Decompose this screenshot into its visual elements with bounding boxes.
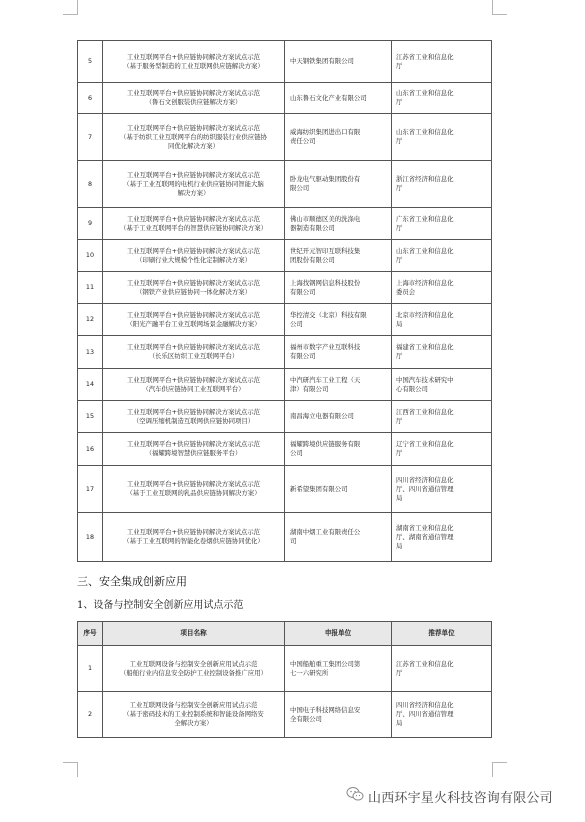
cell-recommender-line: 厅	[396, 137, 403, 145]
cell-project-line: 工业互联网平台+供应链协同解决方案试点示范	[126, 407, 261, 416]
cell-recommender	[392, 369, 492, 401]
cell-no: 7	[78, 114, 103, 161]
cell-project-line: （印刷行业大规模个性化定制解决方案）	[135, 255, 252, 264]
cell-recommender-line: 厅	[396, 352, 403, 360]
cell-project	[103, 646, 285, 692]
cell-project-line: （汽车供应链协同工业互联网平台）	[142, 384, 245, 393]
cell-recommender-line: 厅	[396, 255, 403, 264]
cell-unit-line: 中国电子科技网络信息安	[290, 705, 361, 714]
cell-recommender-line: 厅	[396, 668, 403, 677]
cell-recommender-line: 局	[396, 719, 403, 727]
cell-project-line: （基于密码技术的工业控制系统和智能设备网络安	[123, 710, 264, 718]
cell-unit	[285, 208, 392, 240]
cell-project	[103, 466, 285, 513]
header-project: 项目名称	[103, 622, 285, 646]
cell-project-line: 工业互联网设备与控制安全创新应用试点示范	[129, 659, 258, 668]
cell-project-line: 全解决方案）	[174, 719, 213, 727]
cell-unit-line: 中国船舶重工集团公司第	[290, 659, 361, 668]
cell-recommender-line: 局	[396, 493, 403, 502]
subsection-heading: 1、设备与控制安全创新应用试点示范	[77, 600, 244, 611]
cell-no: 12	[78, 304, 103, 336]
cell-unit-line: 上海找钢网信息科技股份	[290, 278, 361, 287]
cell-recommender-line: 福建省工业和信息化	[396, 343, 454, 351]
cell-recommender	[392, 272, 492, 304]
cell-project-line: 工业互联网平台+供应链协同解决方案试点示范	[126, 278, 261, 287]
cell-project-line: （船舶行业内信息安全防护工业控制设备推广应用）	[120, 668, 267, 677]
cell-unit	[285, 369, 392, 401]
cell-recommender-line: 中国汽车技术研究中	[396, 375, 454, 384]
cell-unit-line: 湖南中烟工业有限责任公	[290, 528, 361, 536]
wechat-icon	[346, 786, 364, 802]
cell-recommender	[392, 646, 492, 692]
section-heading: 三、安全集成创新应用	[77, 575, 187, 588]
cell-unit-line: 全有限公司	[290, 714, 322, 723]
cell-unit-line: 团股份有限公司	[290, 255, 335, 264]
cell-no: 8	[78, 161, 103, 208]
cell-unit	[285, 336, 392, 369]
table-row	[78, 433, 492, 466]
cell-no: 18	[78, 513, 103, 562]
cell-project	[103, 83, 285, 114]
crop-mark-top-left	[63, 0, 78, 15]
table-header-row	[78, 622, 492, 646]
cell-unit-line: 器制造有限公司	[290, 223, 335, 232]
cell-unit-line: 福耀跨境供应链服务有限	[290, 440, 361, 448]
cell-project-line: 工业互联网平台+供应链协同解决方案试点示范	[126, 89, 261, 97]
cell-project-line: 工业互联网平台+供应链协同解决方案试点示范	[126, 343, 261, 351]
cell-recommender-line: 厅、四川省通信管理	[396, 710, 454, 718]
cell-unit	[285, 692, 392, 738]
cell-recommender-line: 山东省工业和信息化	[396, 89, 454, 97]
cell-unit-line: 中天钢铁集团有限公司	[290, 57, 354, 65]
cell-recommender	[392, 161, 492, 208]
cell-recommender	[392, 41, 492, 83]
cell-unit	[285, 646, 392, 692]
cell-unit	[285, 466, 392, 513]
pilot-table-security	[77, 621, 492, 738]
cell-recommender-line: 局	[396, 319, 403, 328]
table-row	[78, 41, 492, 83]
header-no: 序号	[78, 622, 103, 646]
table-row	[78, 208, 492, 240]
cell-unit-line: 公司	[290, 449, 303, 457]
cell-project-line: 工业互联网平台+供应链协同解决方案试点示范	[126, 123, 261, 132]
cell-no: 1	[78, 646, 103, 692]
cell-project-line: 工业互联网平台+供应链协同解决方案试点示范	[126, 440, 261, 448]
table-row	[78, 401, 492, 433]
cell-unit-line: 有限公司	[290, 287, 316, 296]
cell-recommender	[392, 466, 492, 513]
cell-recommender	[392, 304, 492, 336]
cell-recommender-line: 委员会	[396, 287, 416, 296]
cell-unit-line: 有限公司	[290, 352, 316, 360]
cell-project-line: （基于纺织工业互联网平台的纺织服装行业供应链协	[120, 132, 267, 141]
table-row	[78, 272, 492, 304]
cell-recommender-line: 厅	[396, 223, 403, 232]
cell-project	[103, 433, 285, 466]
cell-project	[103, 513, 285, 562]
crop-mark-bottom-right	[492, 762, 507, 777]
cell-unit-line: 限公司	[290, 184, 310, 192]
cell-recommender-line: 山东省工业和信息化	[396, 246, 454, 255]
cell-project	[103, 401, 285, 433]
cell-no: 17	[78, 466, 103, 513]
cell-recommender	[392, 208, 492, 240]
cell-unit-line: 七一六研究所	[290, 668, 329, 677]
cell-recommender-line: 厅	[396, 61, 403, 70]
cell-project-line: （基于工业互联网的电机行业供应链协同智能大脑	[123, 179, 264, 188]
pilot-table-supply-chain	[77, 40, 492, 562]
cell-no: 6	[78, 83, 103, 114]
cell-project-line: （福耀跨境智慧供应链服务平台）	[145, 449, 242, 457]
cell-recommender-line: 厅	[396, 449, 403, 457]
table-row	[78, 513, 492, 562]
cell-unit-line: 华控清交（北京）科技有限	[290, 310, 367, 319]
cell-no: 14	[78, 369, 103, 401]
cell-project-line: （基于工业互联网平台的智慧供应链协同解决方案）	[120, 223, 267, 232]
cell-no: 5	[78, 41, 103, 83]
cell-recommender-line: 江苏省工业和信息化	[396, 52, 454, 61]
cell-no: 10	[78, 240, 103, 272]
cell-project	[103, 369, 285, 401]
table-row	[78, 336, 492, 369]
cell-recommender-line: 上海市经济和信息化	[396, 278, 454, 287]
cell-recommender-line: 心有限公司	[396, 384, 428, 393]
cell-project-line: 工业互联网平台+供应链协同解决方案试点示范	[126, 214, 261, 223]
cell-project-line: （鲁石文创服装供应链解决方案）	[145, 98, 242, 106]
cell-project-line: （空调压缩机制造互联网供应链协同项目）	[132, 416, 255, 425]
cell-recommender-line: 山东省工业和信息化	[396, 128, 454, 136]
cell-project	[103, 304, 285, 336]
table-row	[78, 240, 492, 272]
cell-project-line: 工业互联网设备与控制安全创新应用试点示范	[129, 701, 258, 709]
cell-recommender	[392, 336, 492, 369]
header-recommender: 推荐单位	[392, 622, 492, 646]
table-row	[78, 304, 492, 336]
cell-unit	[285, 272, 392, 304]
cell-recommender	[392, 513, 492, 562]
cell-unit	[285, 41, 392, 83]
cell-project	[103, 114, 285, 161]
cell-project	[103, 208, 285, 240]
cell-project	[103, 272, 285, 304]
cell-recommender-line: 厅	[396, 184, 403, 192]
cell-unit	[285, 401, 392, 433]
cell-recommender-line: 四川省经济和信息化	[396, 701, 454, 709]
cell-unit-line: 津）有限公司	[290, 384, 329, 393]
cell-project-line: 工业互联网平台+供应链协同解决方案试点示范	[126, 246, 261, 255]
cell-unit-line: 新希望集团有限公司	[290, 484, 348, 493]
cell-unit-line: 卧龙电气驱动集团股份有	[290, 175, 361, 183]
cell-project-line: （基于服务型制造的工业互联网供应链解决方案）	[123, 61, 264, 70]
cell-unit-line: 公司	[290, 319, 303, 328]
cell-unit-line: 南昌海立电器有限公司	[290, 412, 354, 420]
cell-project-line: （钢铁产业供应链协同一体化解决方案）	[135, 287, 252, 296]
header-unit: 申报单位	[285, 622, 392, 646]
cell-project-line: 工业互联网平台+供应链协同解决方案试点示范	[126, 310, 261, 319]
cell-unit-line: 佛山市顺德区美的洗涤电	[290, 214, 361, 223]
cell-recommender-line: 北京市经济和信息化	[396, 310, 454, 319]
cell-unit-line: 司	[290, 537, 297, 545]
cell-project-line: （阳光产融平台工业互联网场景金融解决方案）	[126, 319, 261, 328]
cell-project-line: （长乐区纺织工业互联网平台）	[148, 352, 239, 360]
cell-recommender	[392, 114, 492, 161]
cell-recommender-line: 江苏省工业和信息化	[396, 659, 454, 668]
cell-no: 15	[78, 401, 103, 433]
cell-project	[103, 336, 285, 369]
table-row	[78, 114, 492, 161]
cell-no: 13	[78, 336, 103, 369]
cell-project-line: 工业互联网平台+供应链协同解决方案试点示范	[126, 170, 261, 179]
cell-unit	[285, 513, 392, 562]
cell-recommender-line: 广东省工业和信息化	[396, 214, 454, 223]
cell-recommender	[392, 240, 492, 272]
cell-recommender	[392, 83, 492, 114]
cell-project-line: （基于工业互联网的智能化卷烟供应链协同优化）	[123, 537, 264, 545]
cell-recommender-line: 辽宁省工业和信息化	[396, 440, 454, 448]
cell-unit-line: 威海纺织集团进出口有限	[290, 128, 361, 136]
cell-no: 2	[78, 692, 103, 738]
crop-mark-top-right	[492, 0, 507, 15]
cell-project	[103, 240, 285, 272]
cell-recommender-line: 浙江省经济和信息化	[396, 175, 454, 183]
table-row	[78, 646, 492, 692]
cell-recommender-line: 四川省经济和信息化	[396, 475, 454, 484]
cell-unit-line: 福州市数字产业互联科技	[290, 343, 361, 351]
cell-project	[103, 41, 285, 83]
cell-recommender-line: 厅、湖南省通信管理	[396, 532, 454, 541]
cell-unit	[285, 114, 392, 161]
table-row	[78, 369, 492, 401]
table-row	[78, 466, 492, 513]
cell-project-line: 解决方案）	[177, 188, 210, 197]
cell-no: 11	[78, 272, 103, 304]
cell-recommender	[392, 433, 492, 466]
cell-recommender-line: 局	[396, 541, 403, 550]
cell-project	[103, 161, 285, 208]
cell-project	[103, 692, 285, 738]
table-row	[78, 692, 492, 738]
cell-unit	[285, 83, 392, 114]
table-row	[78, 83, 492, 114]
cell-project-line: 工业互联网平台+供应链协同解决方案试点示范	[126, 375, 261, 384]
cell-project-line: 工业互联网平台+供应链协同解决方案试点示范	[126, 480, 261, 488]
cell-project-line: 工业互联网平台+供应链协同解决方案试点示范	[126, 528, 261, 536]
cell-recommender-line: 湖南省工业和信息化	[396, 523, 454, 532]
footer-company-name: 山西环宇星火科技咨询有限公司	[368, 791, 553, 806]
cell-unit-line: 中汽研汽车工业工程（天	[290, 375, 361, 384]
cell-recommender-line: 厅	[396, 416, 403, 425]
cell-unit	[285, 161, 392, 208]
cell-unit-line: 责任公司	[290, 137, 316, 145]
cell-unit	[285, 433, 392, 466]
cell-no: 9	[78, 208, 103, 240]
cell-unit	[285, 240, 392, 272]
crop-mark-bottom-left	[63, 762, 78, 777]
cell-project-line: 工业互联网平台+供应链协同解决方案试点示范	[126, 52, 261, 61]
cell-unit-line: 世纪开元智印互联科技集	[290, 246, 361, 255]
cell-project-line: （基于工业互联网的乳品供应链协同解决方案）	[126, 489, 261, 497]
cell-project-line: 同优化解决方案）	[167, 141, 220, 150]
cell-recommender-line: 厅、四川省通信管理	[396, 484, 454, 493]
cell-recommender-line: 厅	[396, 98, 403, 106]
cell-recommender	[392, 401, 492, 433]
cell-unit	[285, 304, 392, 336]
table-row	[78, 161, 492, 208]
cell-no: 16	[78, 433, 103, 466]
cell-unit-line: 山东鲁石文化产业有限公司	[290, 93, 367, 102]
cell-recommender-line: 江西省工业和信息化	[396, 407, 454, 416]
cell-recommender	[392, 692, 492, 738]
